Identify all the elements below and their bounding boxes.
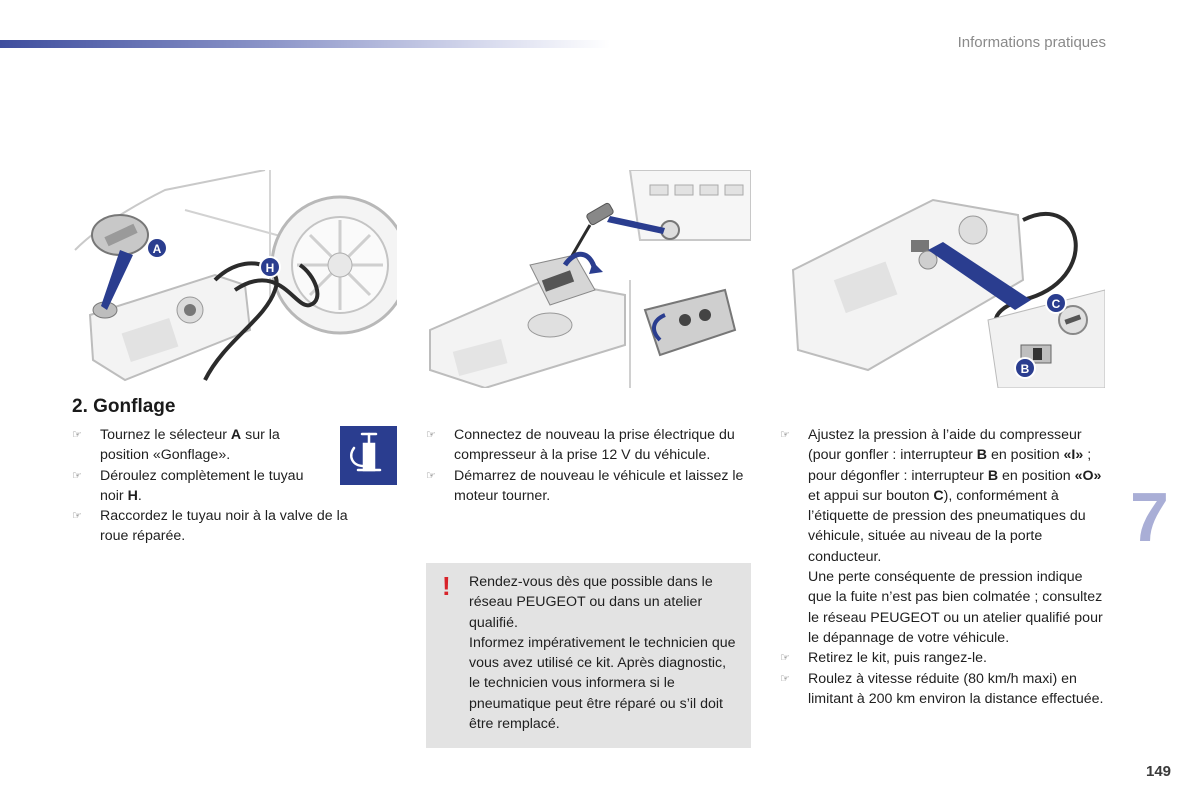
label-b: B <box>1020 362 1030 376</box>
list-item: ☞ Connectez de nouveau la prise électrique du compresseur à la prise 12 V du véhicule. <box>426 427 735 464</box>
illustration-12v-plug <box>425 170 751 388</box>
illustration-selector-and-hose <box>65 170 397 388</box>
section-title: Informations pratiques <box>957 34 1106 51</box>
instructions-column-2 <box>426 425 758 506</box>
label-h: H <box>265 261 275 275</box>
bullet-hand-icon: ☞ <box>426 429 436 441</box>
warning-icon: ! <box>442 571 451 601</box>
label-a: A <box>152 242 162 256</box>
chapter-number: 7 <box>1130 478 1169 556</box>
list-item: ☞ Roulez à vitesse réduite (80 km/h maxi) en limitant à 200 km environ la distance effectuée. <box>780 670 1104 707</box>
header-gradient-bar <box>0 40 610 48</box>
list-item: ☞ Ajustez la pression à l’aide du compresseur (pour gonfler : interrupteur B en position «I» ; pour dégonfler : interrupteur B en position «O» et appui sur bouton C), conformément à l’étiquette de pression des pneumatiques du véhicule, située au niveau de la porte conducteur. Une perte conséquente de pression indique que la fuite n’est pas bien colmatée ; consultez le réseau PEUGEOT ou un atelier qualifié pour le dépannage de votre véhicule. <box>780 427 1103 646</box>
bullet-hand-icon: ☞ <box>72 510 82 523</box>
instructions-column-1 <box>72 425 372 547</box>
list-item: ☞ Raccordez le tuyau noir à la valve de la roue réparée. <box>72 508 348 545</box>
list-item: ☞ Retirez le kit, puis rangez-le. <box>780 648 1105 668</box>
section-heading: 2. Gonflage <box>72 396 176 417</box>
inflate-pump-icon <box>340 426 397 485</box>
note-paragraph: Informez impérativement le technicien que vous avez utilisé ce kit. Après diagnostic, le technicien vous informera si le pneumatique peut être réparé ou s’il doit être remplacé. <box>469 634 736 733</box>
page-number: 149 <box>1146 763 1172 780</box>
bullet-hand-icon: ☞ <box>72 469 82 482</box>
label-c: C <box>1051 297 1061 311</box>
bullet-hand-icon: ☞ <box>72 429 82 441</box>
instructions-column-3 <box>780 425 1105 709</box>
list-item: ☞ Tournez le sélecteur A sur la position «Gonflage». <box>72 427 280 464</box>
note-paragraph: Rendez-vous dès que possible dans le réseau PEUGEOT ou dans un atelier qualifié. <box>469 574 713 631</box>
list-item: ☞ Déroulez complètement le tuyau noir H. <box>72 467 304 504</box>
bullet-hand-icon: ☞ <box>426 469 436 482</box>
bullet-hand-icon: ☞ <box>780 672 790 685</box>
bullet-hand-icon: ☞ <box>780 652 790 665</box>
list-item: ☞ Démarrez de nouveau le véhicule et laissez le moteur tourner. <box>426 467 744 504</box>
bullet-hand-icon: ☞ <box>780 429 790 441</box>
warning-note <box>426 563 751 748</box>
illustration-switch-and-button <box>783 170 1105 388</box>
